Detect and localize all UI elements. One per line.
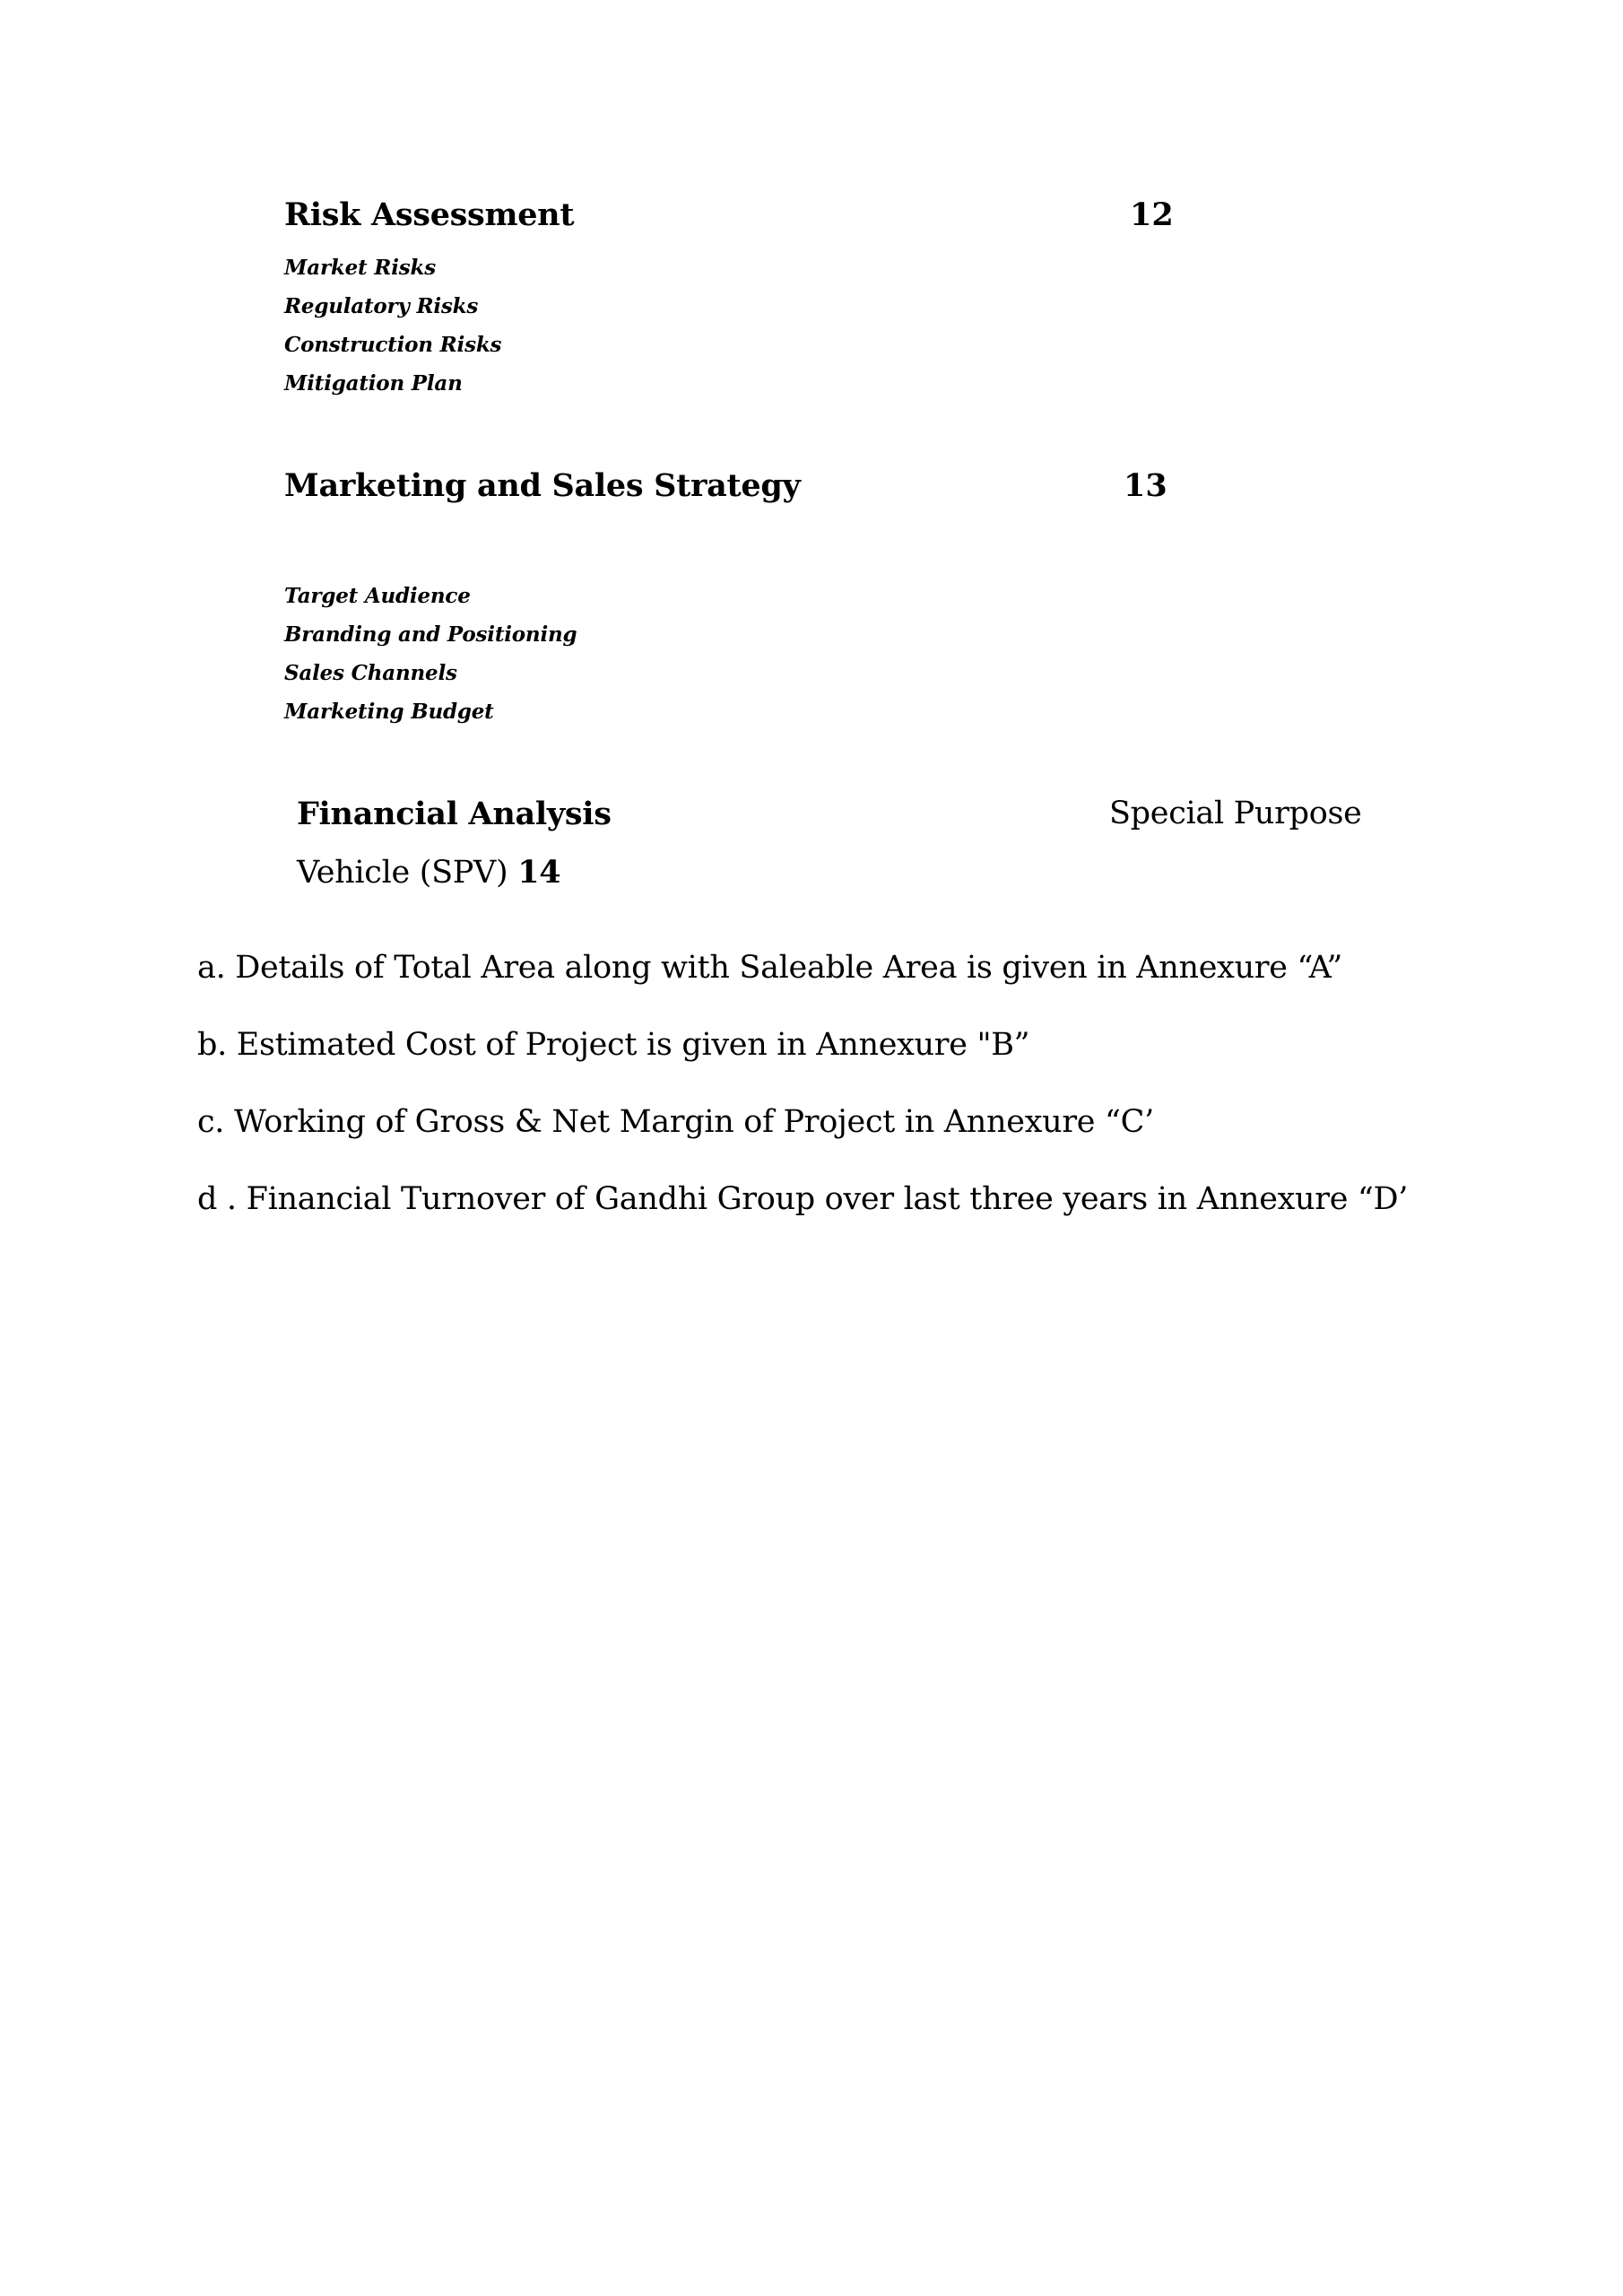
subsection-item: Construction Risks [284,333,502,357]
subsection-item: Mitigation Plan [284,371,463,396]
section-page-number: 13 [1124,467,1167,504]
subsection-item: Branding and Positioning [284,622,577,647]
spv-label-part2: Vehicle (SPV) [297,855,508,891]
section-title-marketing: Marketing and Sales Strategy [284,467,801,504]
subsection-item: Market Risks [284,256,436,280]
spv-label-part1: Special Purpose [1109,796,1362,831]
subsection-item: Sales Channels [284,661,457,685]
annexure-line-c: c. Working of Gross & Net Margin of Project in Annexure “C’ [197,1104,1154,1140]
section-page-number: 12 [1130,196,1174,233]
subsection-item: Marketing Budget [284,700,494,724]
annexure-line-d: d . Financial Turnover of Gandhi Group over last three years in Annexure “D’ [197,1181,1409,1217]
subsection-item: Regulatory Risks [284,294,479,318]
section-title-risk-assessment: Risk Assessment [284,196,575,233]
subsection-item: Target Audience [284,584,471,608]
section-page-number: 14 [517,854,561,891]
section-title-financial-analysis: Financial Analysis [297,796,612,832]
spv-label-line2 [297,854,561,891]
annexure-line-a: a. Details of Total Area along with Saleable Area is given in Annexure “A” [197,950,1342,986]
annexure-line-b: b. Estimated Cost of Project is given in Annexure "B” [197,1027,1030,1063]
